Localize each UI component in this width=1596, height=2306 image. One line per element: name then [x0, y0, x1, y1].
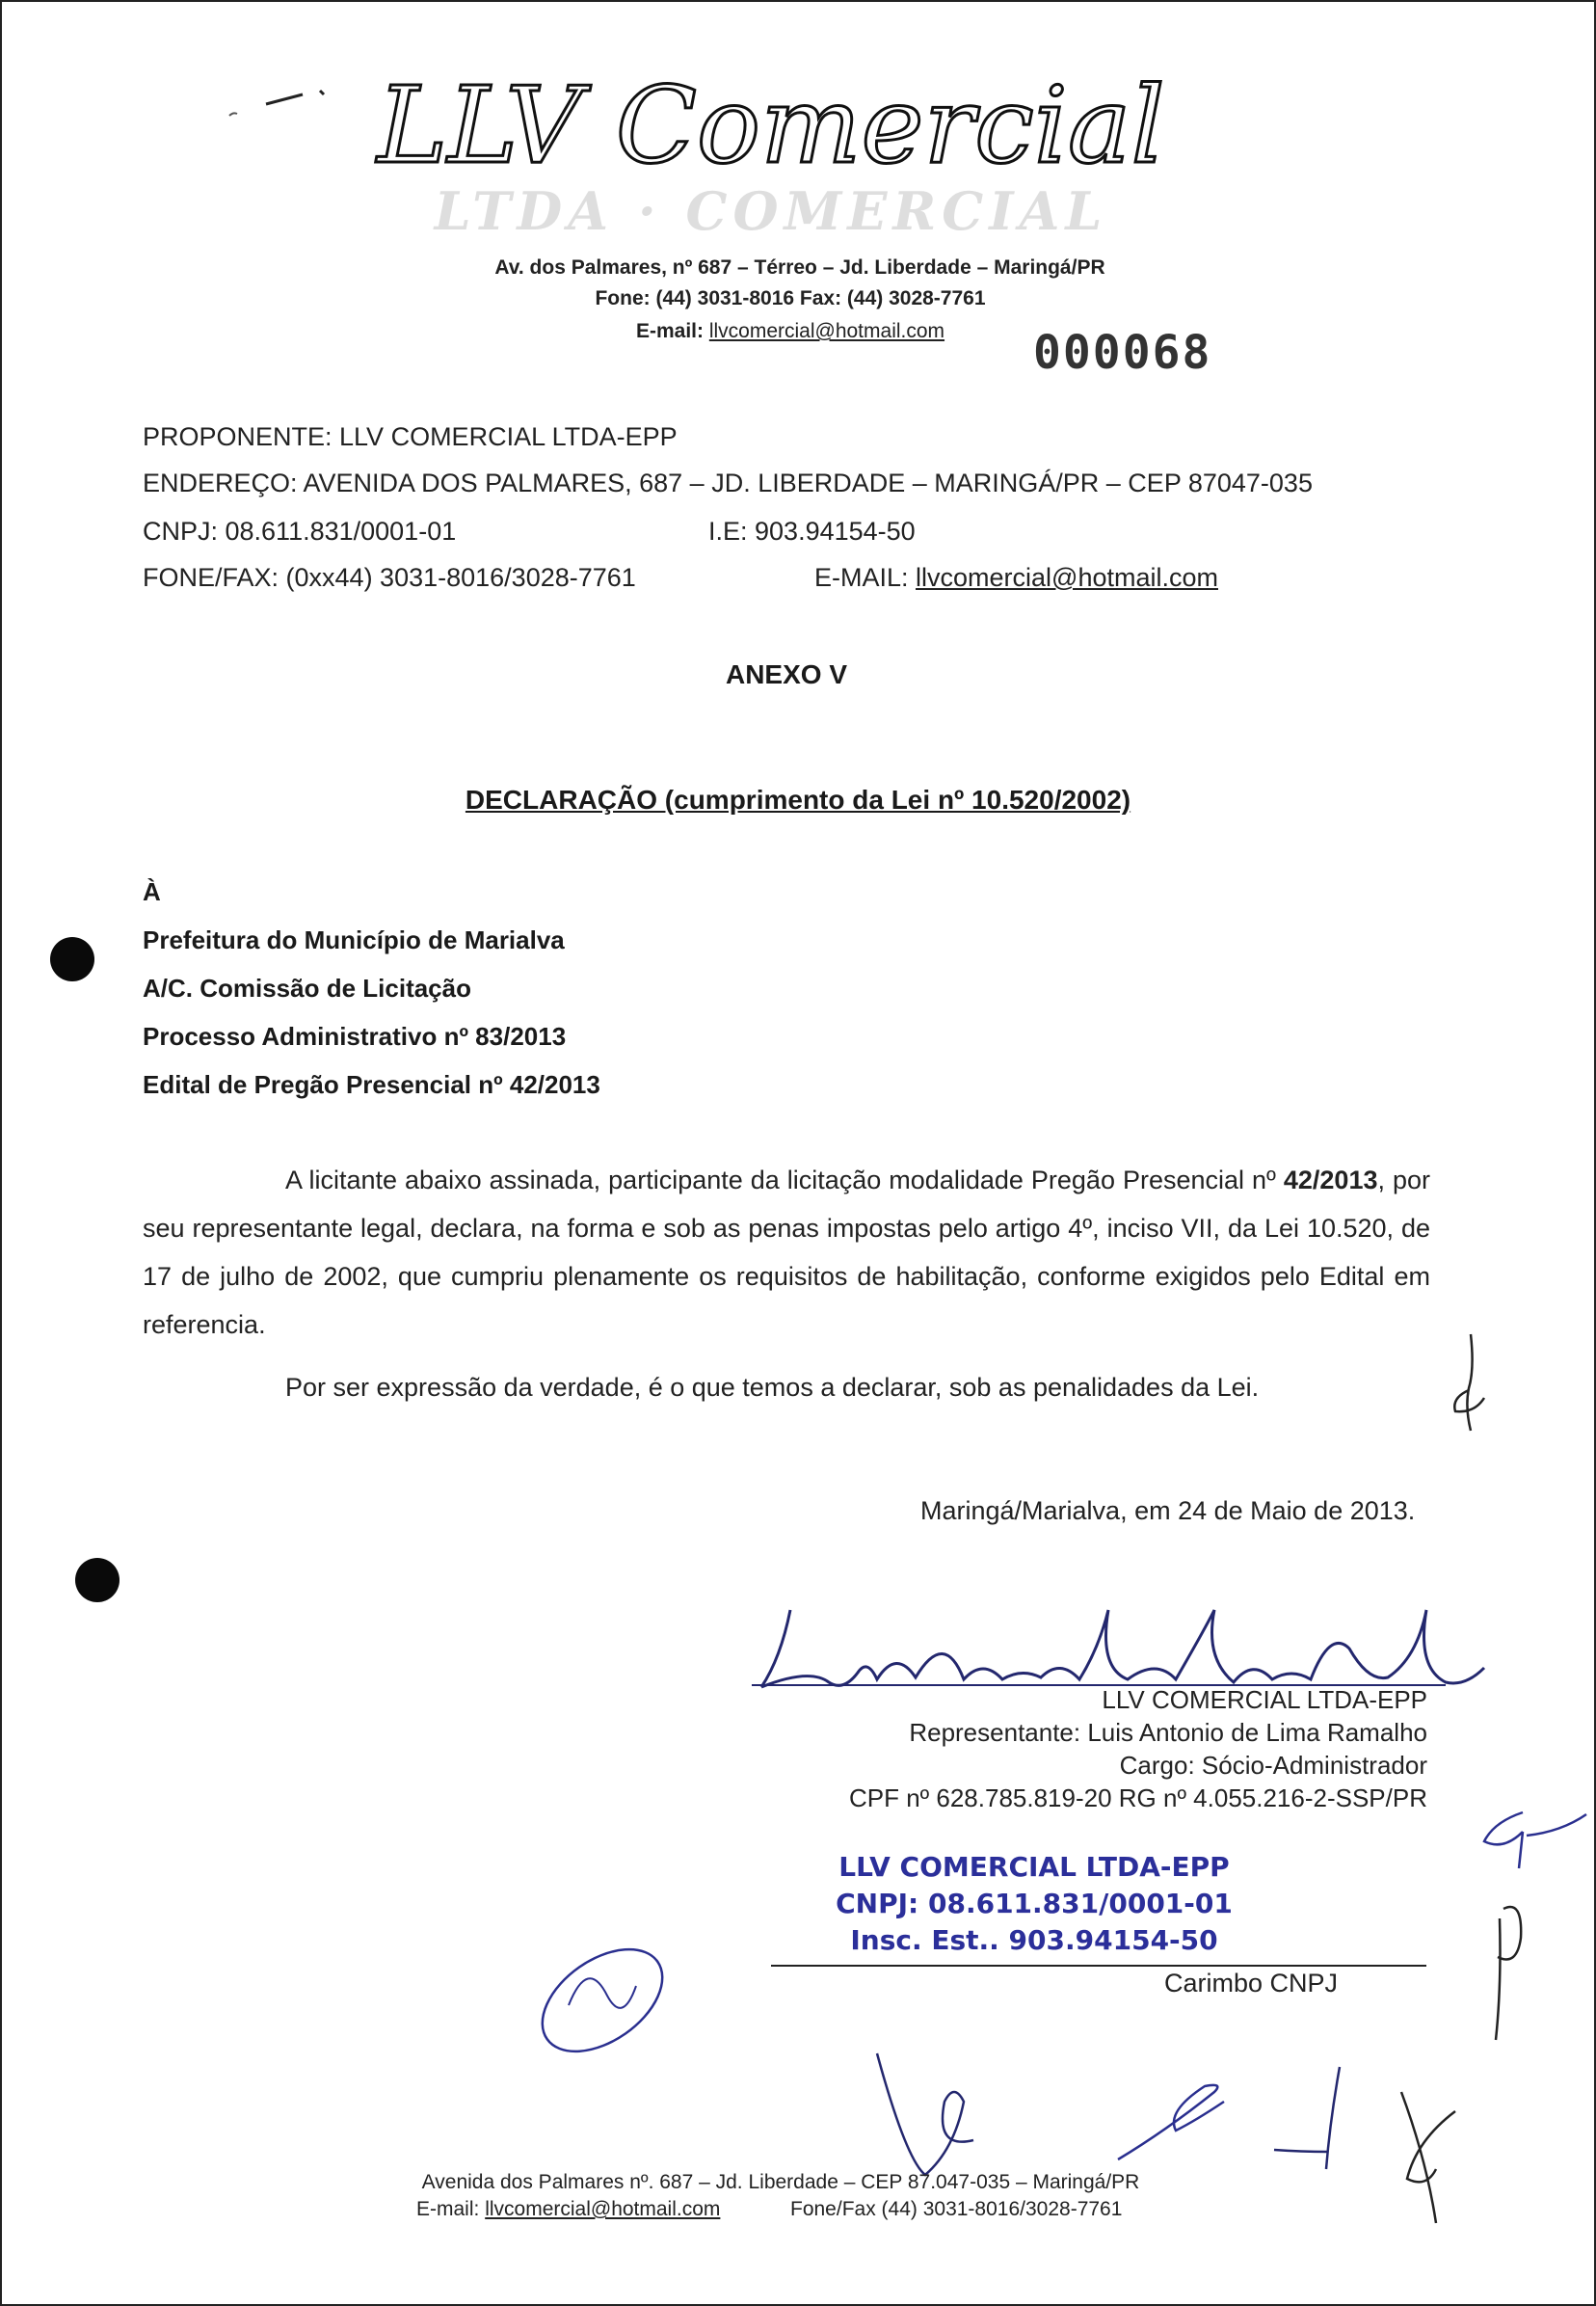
proponent-cnpj: CNPJ: 08.611.831/0001-01 [143, 517, 457, 546]
declaration-paragraph-2: Por ser expressão da verdade, é o que temos a declarar, sob as penalidades da Lei. [285, 1373, 1260, 1402]
annex-title: ANEXO V [725, 659, 848, 689]
stamp-caption: Carimbo CNPJ [1164, 1969, 1339, 1998]
footer-fone: Fone/Fax (44) 3031-8016/3028-7761 [790, 2198, 1123, 2220]
initials-mark-2 [1465, 1793, 1590, 1870]
initials-mark-1 [1446, 1330, 1494, 1436]
signature-documents: CPF nº 628.785.819-20 RG nº 4.055.216-2-SSP/PR [848, 1783, 1427, 1812]
signature-role: Cargo: Sócio-Administrador [1119, 1751, 1427, 1780]
addressee-to: À [143, 877, 161, 906]
signature-representative: Representante: Luis Antonio de Lima Ramalho [909, 1718, 1427, 1747]
signature-company: LLV COMERCIAL LTDA-EPP [1102, 1685, 1427, 1714]
addressee-line2: A/C. Comissão de Licitação [143, 974, 471, 1003]
letterhead-email-line: E-mail: llvcomercial@hotmail.com [635, 320, 945, 342]
addressee-line1: Prefeitura do Município de Marialva [143, 925, 565, 954]
rubric-loop [1108, 2073, 1234, 2169]
declaration-title: DECLARAÇÃO (cumprimento da Lei nº 10.520/2002) [465, 785, 1131, 815]
letterhead-phone: Fone: (44) 3031-8016 Fax: (44) 3028-7761 [595, 287, 986, 309]
addressee-line4: Edital de Pregão Presencial nº 42/2013 [143, 1070, 600, 1099]
proponent-email-line: E-MAIL: llvcomercial@hotmail.com [814, 563, 1219, 592]
proponent-fone: FONE/FAX: (0xx44) 3031-8016/3028-7761 [143, 563, 636, 592]
company-logo [377, 46, 1165, 249]
punch-hole-top [50, 937, 94, 981]
svg-text:LLV Comercial: LLV Comercial [377, 64, 1165, 187]
initials-mark-3 [1475, 1899, 1542, 2044]
stamp-line [771, 1965, 1426, 1967]
cnpj-stamp: LLV COMERCIAL LTDA-EPP CNPJ: 08.611.831/0001-01 Insc. Est.. 903.94154-50 [836, 1851, 1233, 1956]
rubric-v [867, 2044, 1002, 2179]
rubric-oval [530, 1938, 675, 2063]
addressee-block [143, 868, 600, 1109]
page-number: 000068 [1033, 326, 1212, 380]
logo-flourish [227, 83, 333, 121]
proponent-ie: I.E: 903.94154-50 [708, 517, 916, 546]
proponent-name: PROPONENTE: LLV COMERCIAL LTDA-EPP [143, 422, 678, 451]
letterhead-email-link[interactable]: llvcomercial@hotmail.com [708, 320, 945, 342]
date-line: Maringá/Marialva, em 24 de Maio de 2013. [920, 1496, 1416, 1525]
rubric-cross [1397, 2082, 1465, 2227]
proponent-email-link[interactable]: llvcomercial@hotmail.com [916, 563, 1219, 592]
footer-email-link[interactable]: llvcomercial@hotmail.com [485, 2198, 721, 2220]
proponent-address: ENDEREÇO: AVENIDA DOS PALMARES, 687 – JD. LIBERDADE – MARINGÁ/PR – CEP 87047-035 [143, 469, 1313, 497]
footer-address: Avenida dos Palmares nº. 687 – Jd. Liberdade – CEP 87.047-035 – Maringá/PR [421, 2171, 1140, 2193]
addressee-line3: Processo Administrativo nº 83/2013 [143, 1022, 567, 1051]
punch-hole-bottom [75, 1558, 120, 1602]
rubric-line [1272, 2063, 1349, 2179]
declaration-paragraph-1: A licitante abaixo assinada, participante da licitação modalidade Pregão Presencial nº 42/2013, por seu representante legal, declara, na forma e sob as penas impostas pelo artigo 4º, inciso VII, da Lei 10.520, de 17 de julho de 2002, que cumpriu plenamente os requisitos de habilitação, conforme exigidos pelo Edital em referencia. [143, 1166, 1430, 1339]
letterhead-address: Av. dos Palmares, nº 687 – Térreo – Jd. Liberdade – Maringá/PR [494, 256, 1105, 279]
svg-text:LTDA · COMERCIAL: LTDA · COMERCIAL [434, 180, 1108, 242]
footer-email-line: E-mail: llvcomercial@hotmail.com [416, 2198, 721, 2220]
